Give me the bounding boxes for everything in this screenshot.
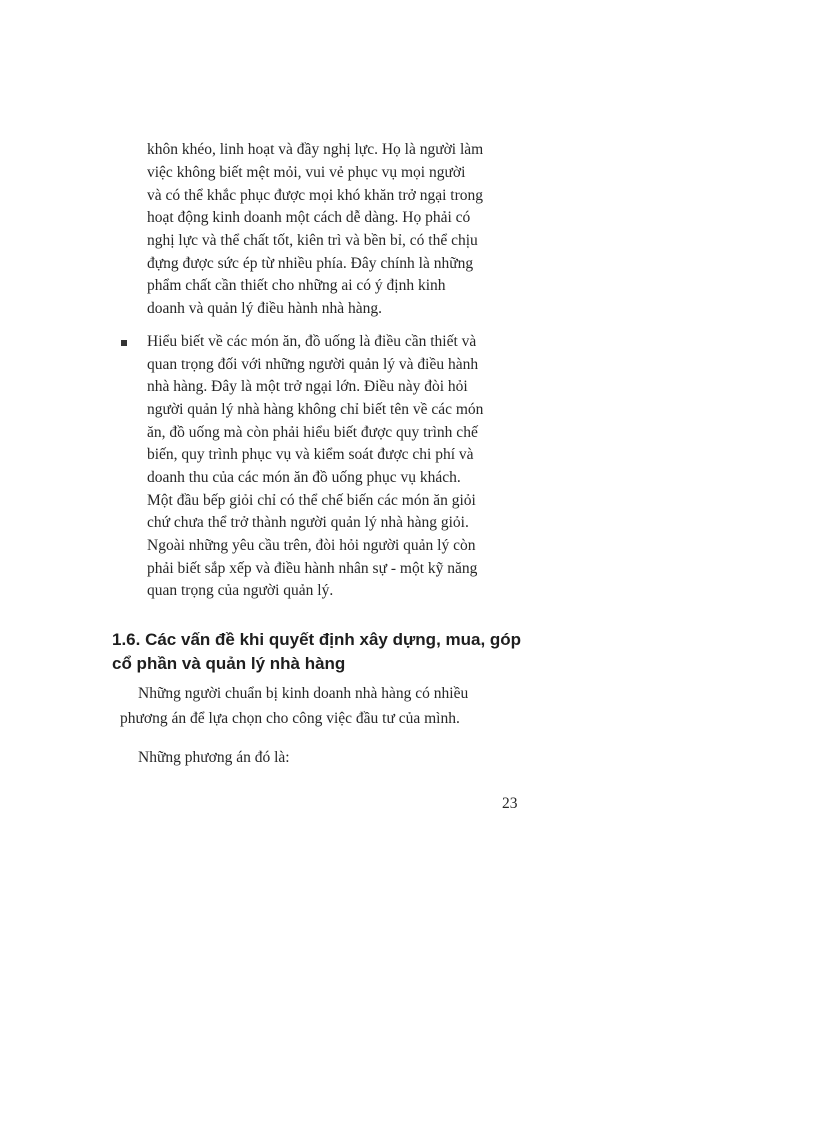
text-line: nghị lực và thể chất tốt, kiên trì và bền bỉ, có thể chịu bbox=[147, 232, 478, 249]
text-line: khôn khéo, linh hoạt và đầy nghị lực. Họ là người làm bbox=[147, 141, 484, 158]
text-line: Hiểu biết về các món ăn, đồ uống là điều cần thiết và bbox=[147, 333, 477, 350]
text-line: ăn, đồ uống mà còn phải hiểu biết được quy trình chế bbox=[147, 424, 478, 441]
section-heading-line-2: cổ phần và quản lý nhà hàng bbox=[112, 654, 346, 673]
text-line: Những người chuẩn bị kinh doanh nhà hàng có nhiều bbox=[138, 685, 469, 702]
bullet-icon bbox=[121, 340, 127, 346]
text-line: Một đầu bếp giỏi chỉ có thể chế biến các món ăn giỏi bbox=[147, 492, 476, 509]
text-line: quan trọng của người quản lý. bbox=[147, 582, 334, 599]
text-line: quan trọng đối với những người quản lý và điều hành bbox=[147, 356, 479, 373]
text-line: phương án để lựa chọn cho công việc đầu tư của mình. bbox=[120, 710, 460, 727]
text-line: phải biết sắp xếp và điều hành nhân sự - một kỹ năng bbox=[147, 560, 478, 577]
text-line: và có thể khắc phục được mọi khó khăn trở ngại trong bbox=[147, 187, 483, 204]
text-line: đựng được sức ép từ nhiều phía. Đây chính là những bbox=[147, 255, 474, 272]
text-line: doanh và quản lý điều hành nhà hàng. bbox=[147, 300, 383, 317]
paragraph-options-lead: Những phương án đó là: bbox=[138, 749, 290, 766]
page-number: 23 bbox=[502, 795, 518, 812]
text-line: Ngoài những yêu cầu trên, đòi hỏi người quản lý còn bbox=[147, 537, 476, 554]
text-line: người quản lý nhà hàng không chỉ biết tên về các món bbox=[147, 401, 484, 418]
text-line: doanh thu của các món ăn đồ uống phục vụ khách. bbox=[147, 469, 461, 486]
text-line: biến, quy trình phục vụ và kiểm soát được chi phí và bbox=[147, 446, 474, 463]
section-heading-line-1: 1.6. Các vấn đề khi quyết định xây dựng, mua, góp bbox=[112, 630, 522, 649]
text-line: việc không biết mệt mỏi, vui vẻ phục vụ mọi người bbox=[147, 164, 466, 181]
text-line: hoạt động kinh doanh một cách dễ dàng. Họ phải có bbox=[147, 209, 471, 226]
text-line: phẩm chất cần thiết cho những ai có ý định kinh bbox=[147, 277, 446, 294]
text-line: chứ chưa thể trở thành người quản lý nhà hàng giỏi. bbox=[147, 514, 469, 531]
text-line: nhà hàng. Đây là một trở ngại lớn. Điều này đòi hỏi bbox=[147, 378, 468, 395]
